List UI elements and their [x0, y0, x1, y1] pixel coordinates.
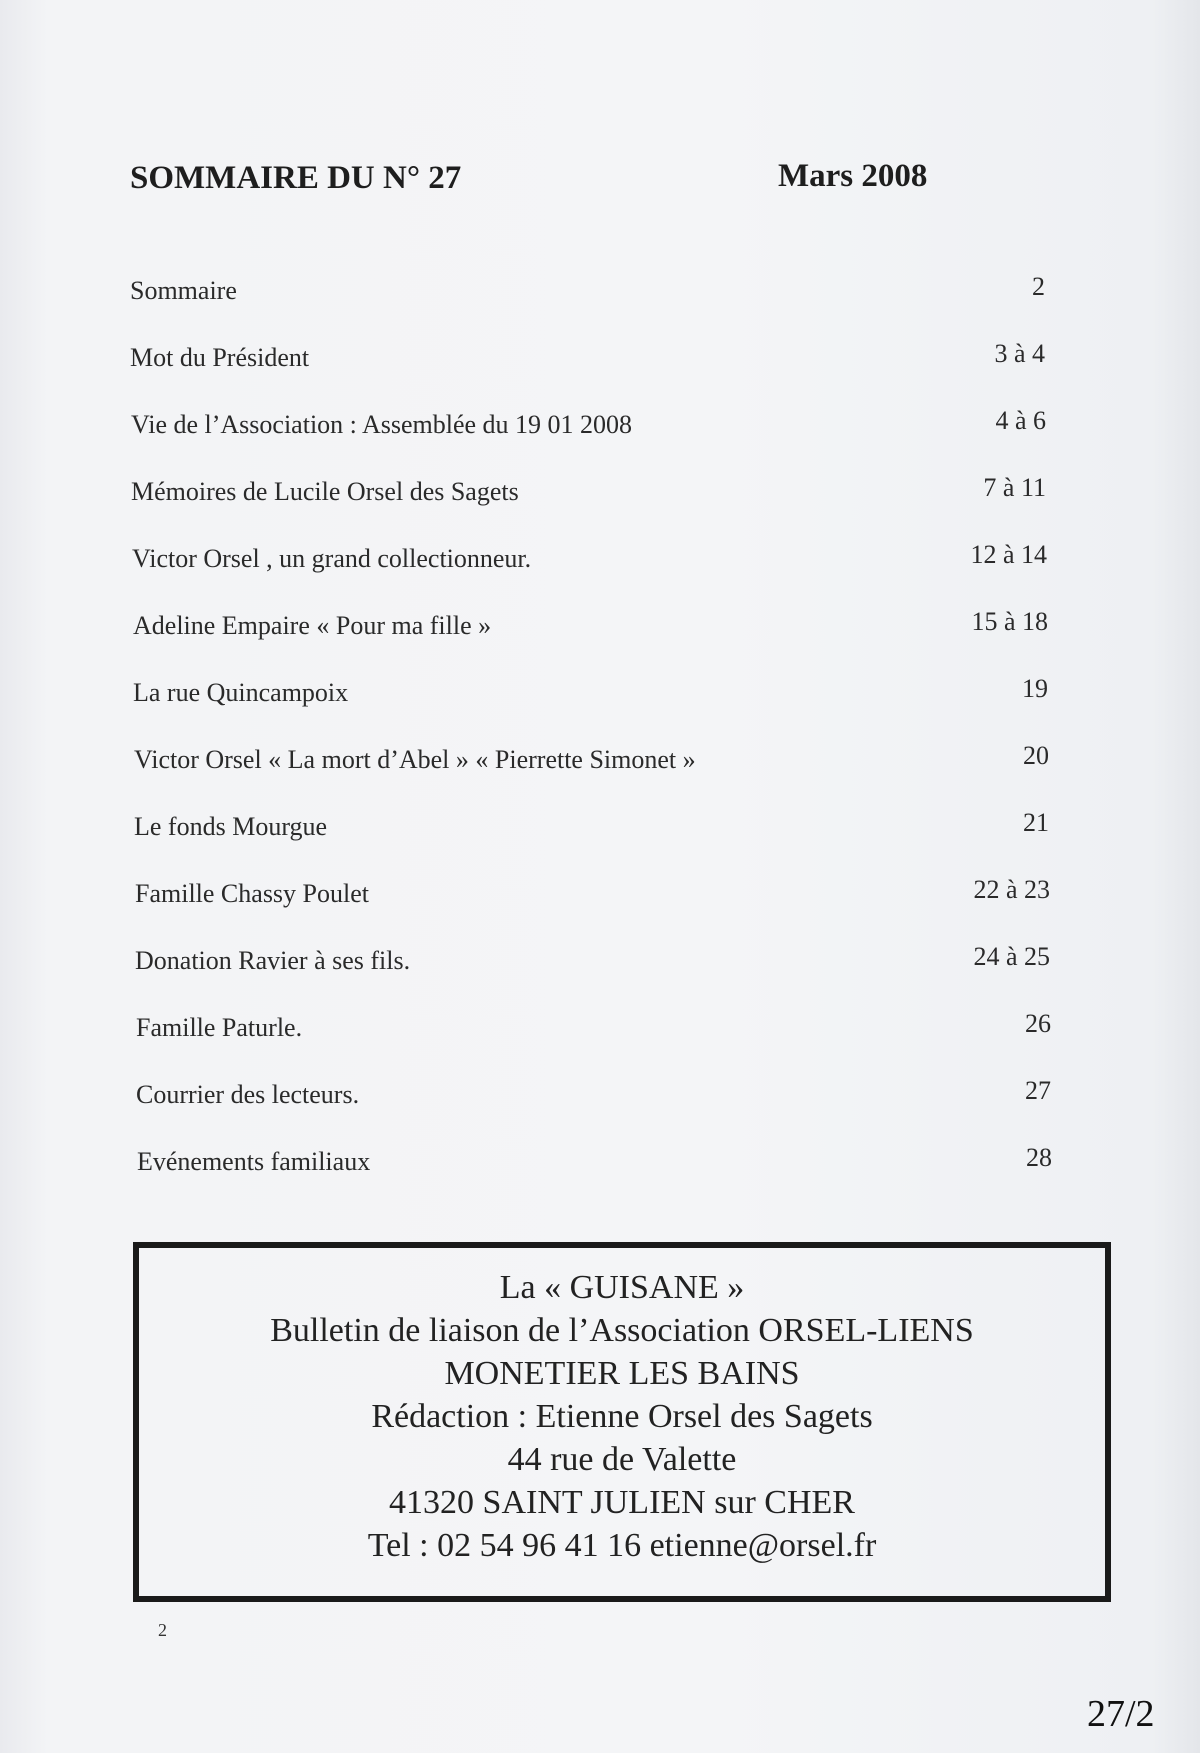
toc-entry-pages: 22 à 23: [973, 875, 1050, 904]
bulletin-location: MONETIER LES BAINS: [444, 1355, 800, 1392]
toc-entry-label: Famille Paturle.: [136, 1013, 303, 1042]
toc-entry: [135, 875, 1050, 946]
page-number: 2: [158, 1620, 167, 1640]
toc-entry-pages: 4 à 6: [995, 406, 1046, 435]
toc-entry-label: Victor Orsel « La mort d’Abel » « Pierrette Simonet »: [134, 745, 696, 774]
publication-info-box: [133, 1242, 1111, 1602]
toc-entry: [136, 1076, 1051, 1147]
toc-entry: [137, 1143, 1052, 1214]
toc-entry: [131, 473, 1046, 544]
toc-entry: [135, 942, 1050, 1013]
toc-entry-label: Evénements familiaux: [137, 1147, 371, 1176]
toc-entry-pages: 21: [1023, 808, 1049, 837]
page-title: SOMMAIRE DU N° 27: [130, 160, 462, 196]
toc-entry-pages: 12 à 14: [970, 540, 1047, 569]
contact-line: Tel : 02 54 96 41 16 etienne@orsel.fr: [367, 1527, 877, 1564]
bulletin-description: Bulletin de liaison de l’Association ORSEL-LIENS: [270, 1312, 974, 1349]
toc-entry-pages: 24 à 25: [973, 942, 1050, 971]
toc-entry-pages: 28: [1026, 1143, 1052, 1172]
toc-entry-label: Donation Ravier à ses fils.: [135, 946, 411, 975]
address-city: 41320 SAINT JULIEN sur CHER: [389, 1484, 855, 1521]
toc-entry: [131, 406, 1046, 477]
toc-entry: [134, 741, 1049, 812]
toc-entry-label: Le fonds Mourgue: [134, 812, 328, 841]
address-street: 44 rue de Valette: [507, 1441, 737, 1478]
toc-entry-pages: 27: [1025, 1076, 1051, 1105]
toc-entry-pages: 26: [1025, 1009, 1051, 1038]
toc-entry-pages: 19: [1022, 674, 1048, 703]
table-of-contents: [130, 272, 1052, 1214]
toc-entry-label: Sommaire: [130, 276, 237, 305]
toc-entry: [133, 607, 1048, 678]
toc-entry-label: La rue Quincampoix: [133, 678, 349, 707]
toc-entry-pages: 7 à 11: [983, 473, 1046, 502]
editor-line: Rédaction : Etienne Orsel des Sagets: [371, 1398, 873, 1435]
toc-entry-label: Famille Chassy Poulet: [135, 879, 369, 908]
toc-entry-pages: 20: [1023, 741, 1049, 770]
toc-entry: [130, 339, 1045, 410]
page-heading: [130, 160, 950, 200]
toc-entry: [134, 808, 1049, 879]
toc-entry-label: Vie de l’Association : Assemblée du 19 01 2008: [131, 410, 633, 439]
toc-entry-pages: 2: [1032, 272, 1045, 301]
toc-entry: [132, 540, 1047, 611]
toc-entry: [130, 272, 1045, 343]
issue-date: Mars 2008: [778, 158, 928, 194]
toc-entry-label: Courrier des lecteurs.: [136, 1080, 360, 1109]
toc-entry: [133, 674, 1048, 745]
bulletin-name: La « GUISANE »: [499, 1269, 745, 1306]
toc-entry-label: Victor Orsel , un grand collectionneur.: [132, 544, 532, 573]
document-reference: 27/2: [1087, 1693, 1155, 1735]
toc-entry-pages: 3 à 4: [994, 339, 1045, 368]
toc-entry-label: Adeline Empaire « Pour ma fille »: [133, 611, 492, 640]
toc-entry: [136, 1009, 1051, 1080]
toc-entry-label: Mémoires de Lucile Orsel des Sagets: [131, 477, 519, 506]
toc-entry-pages: 15 à 18: [971, 607, 1048, 636]
toc-entry-label: Mot du Président: [130, 343, 310, 372]
